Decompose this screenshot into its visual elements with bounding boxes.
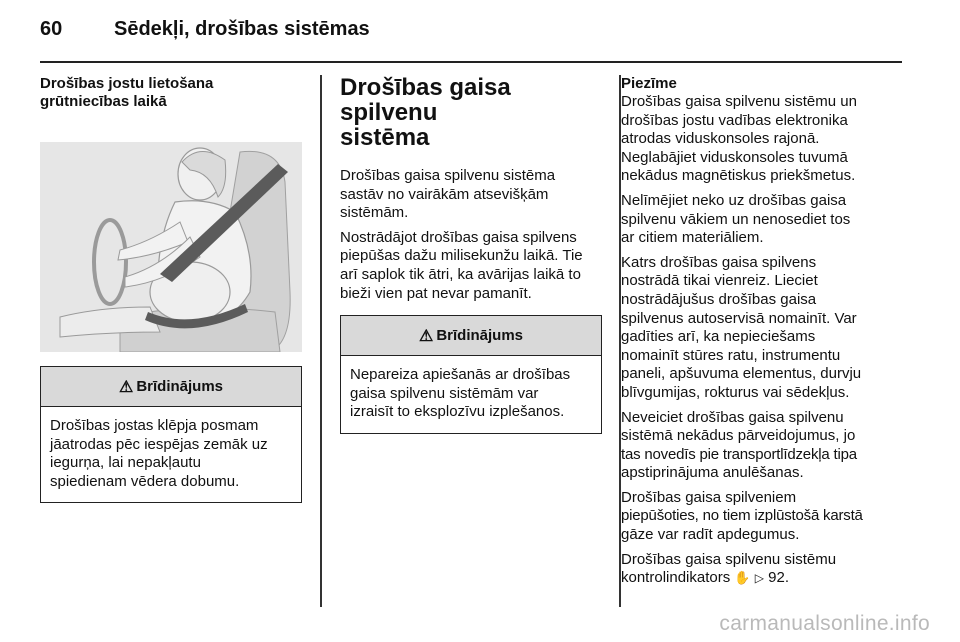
text-line: Drošības gaisa spilveniem <box>621 488 797 506</box>
warning-text-line: jāatrodas pēc iespējas zemāk uz <box>50 435 268 453</box>
paragraph-airbag-deploy <box>340 229 602 303</box>
airbag-indicator-icon: ✋ <box>734 570 751 586</box>
text-line: atrodas viduskonsoles rajonā. <box>621 130 820 148</box>
paragraph-airbag-intro <box>340 167 602 223</box>
note-paragraph-single-use <box>621 254 903 403</box>
text-line: nekādus magnētiskus priekšmetus. <box>621 167 856 185</box>
indicator-label: kontrolindikators <box>621 569 731 587</box>
warning-text-line: spiedienam vēdera dobumu. <box>50 472 240 490</box>
page-header <box>40 18 370 48</box>
text-line: tas novedīs pie transportlīdzekļa tipa <box>621 445 857 463</box>
warning-title: Brīdinājums <box>436 327 524 345</box>
text-line: Neveiciet drošības gaisa spilvenu <box>621 408 844 426</box>
page-reference-link[interactable]: 92. <box>768 569 790 587</box>
warning-text-line: gaisa spilvenu sistēmām var <box>350 384 539 402</box>
warning-body <box>41 407 301 502</box>
column-3 <box>621 75 903 588</box>
warning-text-line: Drošības jostas klēpja posmam <box>50 417 259 434</box>
text-line-indicator <box>621 569 903 588</box>
text-line: Nostrādājot drošības gaisa spilvens <box>340 228 577 246</box>
text-line: nomainīt stūres ratu, instrumentu <box>621 346 841 364</box>
page-number: 60 <box>40 18 63 40</box>
section-heading-airbag <box>340 75 602 150</box>
warning-box-pregnancy <box>40 366 302 503</box>
text-line: apstiprinājuma anulēšanas. <box>621 464 804 482</box>
text-line: nostrādā tikai vienreiz. Lieciet <box>621 272 818 290</box>
warning-text-line: iegurņa, lai nepakļautu <box>50 454 201 472</box>
text-line: sistēmā nekādus pārveidojumus, jo <box>621 427 856 445</box>
text-line: arī saplok tik ātri, ka avārijas laikā to <box>340 265 581 283</box>
warning-header <box>41 367 301 407</box>
text-line: Drošības gaisa spilvenu sistēmu un <box>621 93 857 110</box>
text-line: Drošības gaisa spilvenu sistēmu <box>621 550 837 568</box>
warning-text-line: izraisīt to eksplozīvu izplešanos. <box>350 403 565 421</box>
heading-line: grūtniecības laikā <box>40 93 167 110</box>
text-line: Katrs drošības gaisa spilvens <box>621 253 817 271</box>
paragraph-indicator <box>621 551 903 588</box>
text-line: Drošības gaisa spilvenu sistēma <box>340 167 556 184</box>
column-1 <box>40 75 302 503</box>
text-line: bieži vien pat nevar pamanīt. <box>340 284 532 302</box>
text-line: Neglabājiet viduskonsoles tuvumā <box>621 148 848 166</box>
heading-line: Drošības gaisa spilvenu <box>340 74 511 126</box>
heading-line: sistēma <box>340 124 430 151</box>
heading-line: Drošības jostu lietošana <box>40 75 214 92</box>
note-paragraph-electronics <box>621 93 903 186</box>
text-line: piepūšoties, no tiem izplūstošā karstā <box>621 507 863 525</box>
text-line: drošības jostu vadības elektronika <box>621 111 848 129</box>
note-block <box>621 75 903 483</box>
warning-triangle-icon: ⚠ <box>418 327 434 345</box>
text-line: sastāv no vairākām atsevišķām <box>340 185 549 203</box>
warning-triangle-icon: ⚠ <box>118 378 134 396</box>
running-title: Sēdekļi, drošības sistēmas <box>114 18 370 40</box>
text-line: paneli, apšuvuma elementus, durvju <box>621 365 862 383</box>
text-line: gāze var radīt apdegumus. <box>621 526 800 544</box>
text-line: spilvenus autoservisā nomainīt. Var <box>621 309 857 327</box>
pregnant-woman-seatbelt-illustration <box>40 142 302 352</box>
warning-text-line: Nepareiza apiešanās ar drošības <box>350 366 571 384</box>
text-line: Nelīmējiet neko uz drošības gaisa <box>621 191 847 209</box>
note-title: Piezīme <box>621 75 677 92</box>
watermark: carmanualsonline.info <box>719 612 930 635</box>
note-paragraph-modifications <box>621 409 903 483</box>
header-rule <box>40 61 902 63</box>
page-reference-arrow-icon: ▷ <box>754 571 764 586</box>
warning-header <box>341 316 601 356</box>
text-line: gadīties arī, ka nepieciešams <box>621 328 816 346</box>
warning-title: Brīdinājums <box>136 378 224 395</box>
warning-box-airbag <box>340 315 602 434</box>
text-line: piepūšas dažu milisekunžu laikā. Tie <box>340 247 583 265</box>
illustration-svg <box>40 142 302 352</box>
text-line: blīvgumijas, rokturus vai sēdekļus. <box>621 383 850 401</box>
paragraph-hot-gas <box>621 489 903 545</box>
column-divider-1 <box>320 75 322 607</box>
text-line: spilvenu vākiem un nenosediet tos <box>621 210 851 228</box>
warning-body <box>341 356 601 433</box>
note-paragraph-covers <box>621 192 903 248</box>
text-line: nostrādājušus drošības gaisa <box>621 290 817 308</box>
text-line: sistēmām. <box>340 204 409 222</box>
text-line: ar citiem materiāliem. <box>621 229 764 247</box>
column-2 <box>340 75 602 434</box>
section-heading-pregnancy <box>40 75 302 111</box>
